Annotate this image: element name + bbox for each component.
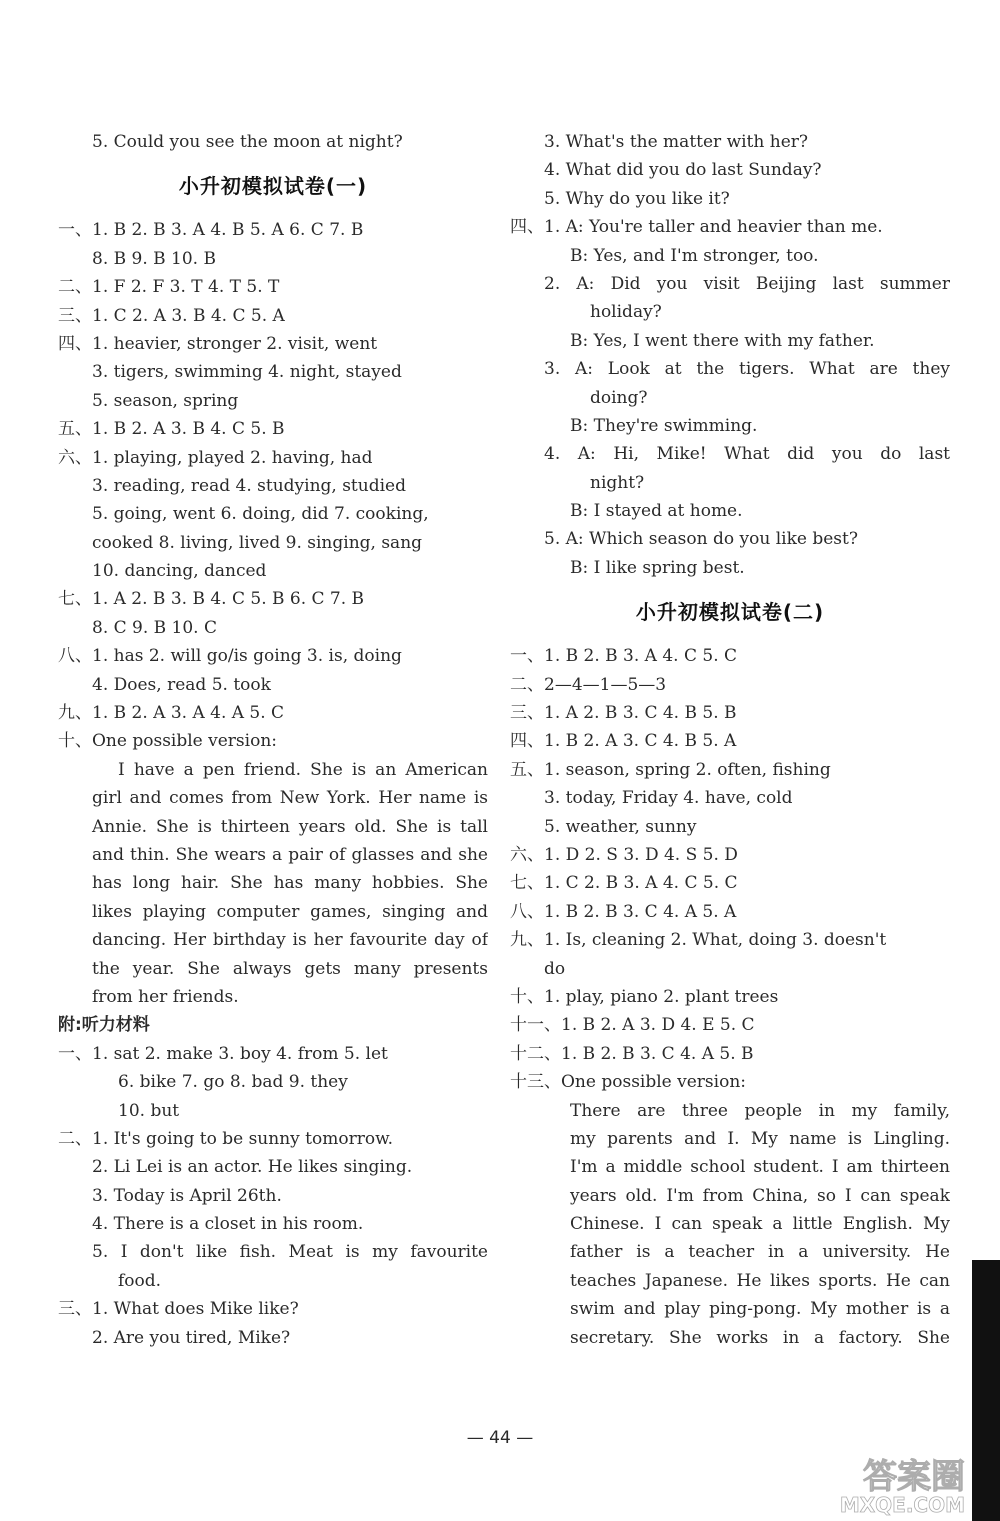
section-title: 小升初模拟试卷(二) (635, 600, 825, 625)
answer-line: food. (118, 1270, 162, 1291)
left-column (58, 128, 488, 1352)
answer-line: holiday? (590, 302, 662, 323)
answer-line: 四、1. A: You're taller and heavier than me. (510, 217, 883, 238)
answer-line: 8. B 9. B 10. B (92, 248, 216, 269)
answer-line: B: I stayed at home. (570, 501, 743, 522)
answer-line: 七、1. C 2. B 3. A 4. C 5. C (510, 873, 738, 894)
answer-line: 8. C 9. B 10. C (92, 617, 218, 638)
answer-line: 十二、1. B 2. B 3. C 4. A 5. B (510, 1043, 754, 1064)
answer-line: 十三、One possible version: (510, 1072, 746, 1093)
answer-line: 五、1. B 2. A 3. B 4. C 5. B (58, 419, 285, 440)
page-edge-bar (972, 1260, 1000, 1521)
answer-line: 附:听力材料 (58, 1015, 150, 1036)
answer-line: 5. weather, sunny (544, 816, 697, 837)
answer-line: 八、1. has 2. will go/is going 3. is, doing (58, 646, 402, 667)
answer-line: 3. tigers, swimming 4. night, stayed (92, 362, 402, 383)
answer-line: 二、1. F 2. F 3. T 4. T 5. T (58, 277, 280, 298)
answer-line: 五、1. season, spring 2. often, fishing (510, 759, 831, 780)
answer-line: 六、1. playing, played 2. having, had (58, 447, 373, 468)
answer-line: 3. today, Friday 4. have, cold (544, 788, 793, 809)
answer-line: 4. What did you do last Sunday? (544, 160, 822, 181)
answer-line: B: I like spring best. (570, 557, 745, 578)
answer-line: 4. A: Hi, Mike! What did you do last (544, 444, 950, 465)
watermark-url: MXQE.COM (839, 1493, 965, 1517)
answer-line: 三、1. A 2. B 3. C 4. B 5. B (510, 703, 737, 724)
answer-line: 七、1. A 2. B 3. B 4. C 5. B 6. C 7. B (58, 589, 365, 610)
answer-line: 二、2—4—1—5—3 (510, 674, 667, 695)
answer-line: 3. What's the matter with her? (544, 132, 808, 152)
answer-line: 5. A: Which season do you like best? (544, 529, 858, 550)
answer-line: 八、1. B 2. B 3. C 4. A 5. A (510, 901, 737, 922)
answer-line: 四、1. heavier, stronger 2. visit, went (58, 333, 378, 354)
answer-line: 2. A: Did you visit Beijing last summer (544, 273, 950, 294)
answer-line: the year. She always gets many presents (92, 958, 488, 979)
answer-line: 2. Li Lei is an actor. He likes singing. (92, 1157, 413, 1178)
answer-line: 5. Could you see the moon at night? (92, 132, 403, 152)
answer-line: B: Yes, and I'm stronger, too. (570, 245, 819, 266)
answer-line: Chinese. I can speak a little English. My (570, 1214, 950, 1235)
answer-line: do (544, 958, 566, 979)
answer-line: girl and comes from New York. Her name is (92, 788, 488, 809)
answer-line: 六、1. D 2. S 3. D 4. S 5. D (510, 844, 738, 865)
answer-line: 十、One possible version: (58, 731, 277, 752)
section-title: 小升初模拟试卷(一) (178, 174, 368, 199)
answer-line: from her friends. (92, 986, 239, 1007)
answer-line: 三、1. What does Mike like? (58, 1299, 299, 1320)
answer-line: 3. A: Look at the tigers. What are they (544, 359, 950, 380)
answer-line: years old. I'm from China, so I can speak (570, 1185, 950, 1206)
answer-line: secretary. She works in a factory. She (570, 1327, 950, 1348)
answer-line: 三、1. C 2. A 3. B 4. C 5. A (58, 305, 285, 326)
answer-line: my parents and I. My name is Lingling. (570, 1128, 950, 1149)
answer-line: father is a teacher in a university. He (570, 1242, 950, 1263)
answer-line: B: They're swimming. (570, 415, 758, 436)
answer-line: 二、1. It's going to be sunny tomorrow. (58, 1128, 394, 1149)
answer-line: I have a pen friend. She is an American (118, 759, 488, 780)
answer-line: and thin. She wears a pair of glasses and she (92, 844, 488, 865)
answer-line: There are three people in my family, (570, 1100, 950, 1121)
answer-line: 一、1. sat 2. make 3. boy 4. from 5. let (58, 1043, 388, 1064)
answer-line: cooked 8. living, lived 9. singing, sang (92, 532, 423, 553)
answer-line: 5. season, spring (92, 390, 239, 411)
answer-line: 2. Are you tired, Mike? (92, 1327, 291, 1348)
answer-line: dancing. Her birthday is her favourite day of (92, 930, 488, 951)
answer-line: 4. There is a closet in his room. (92, 1214, 364, 1235)
watermark-logo (720, 1448, 970, 1518)
answer-line: 九、1. B 2. A 3. A 4. A 5. C (58, 703, 285, 724)
answer-line: 5. I don't like fish. Meat is my favourite (92, 1242, 488, 1263)
answer-line: 十一、1. B 2. A 3. D 4. E 5. C (510, 1015, 755, 1036)
right-column (510, 128, 950, 1352)
answer-line: 6. bike 7. go 8. bad 9. they (118, 1072, 348, 1093)
answer-line: 十、1. play, piano 2. plant trees (510, 986, 779, 1007)
answer-line: 一、1. B 2. B 3. A 4. B 5. A 6. C 7. B (58, 220, 364, 241)
answer-line: 3. Today is April 26th. (92, 1185, 282, 1206)
answer-line: teaches Japanese. He likes sports. He can (570, 1270, 950, 1291)
watermark-text: 答案圈 (863, 1457, 965, 1497)
answer-line: 4. Does, read 5. took (92, 674, 271, 695)
answer-line: doing? (590, 387, 648, 408)
answer-line: 5. Why do you like it? (544, 188, 730, 209)
answer-line: night? (590, 472, 645, 493)
page-number: — 44 — (466, 1428, 534, 1448)
answer-line: 四、1. B 2. A 3. C 4. B 5. A (510, 731, 737, 752)
answer-line: 一、1. B 2. B 3. A 4. C 5. C (510, 646, 738, 667)
answer-line: 3. reading, read 4. studying, studied (92, 475, 406, 496)
answer-line: swim and play ping-pong. My mother is a (570, 1299, 950, 1320)
answer-line: I'm a middle school student. I am thirteen (570, 1157, 950, 1178)
answer-line: 10. but (118, 1100, 180, 1121)
answer-line: 10. dancing, danced (92, 561, 267, 582)
answer-line: 5. going, went 6. doing, did 7. cooking, (92, 504, 429, 525)
answer-line: likes playing computer games, singing and (92, 901, 488, 922)
answer-line: Annie. She is thirteen years old. She is tall (92, 816, 488, 837)
answer-line: B: Yes, I went there with my father. (570, 330, 875, 351)
answer-line: has long hair. She has many hobbies. She (92, 873, 488, 894)
answer-line: 九、1. Is, cleaning 2. What, doing 3. doesn't (510, 930, 887, 951)
